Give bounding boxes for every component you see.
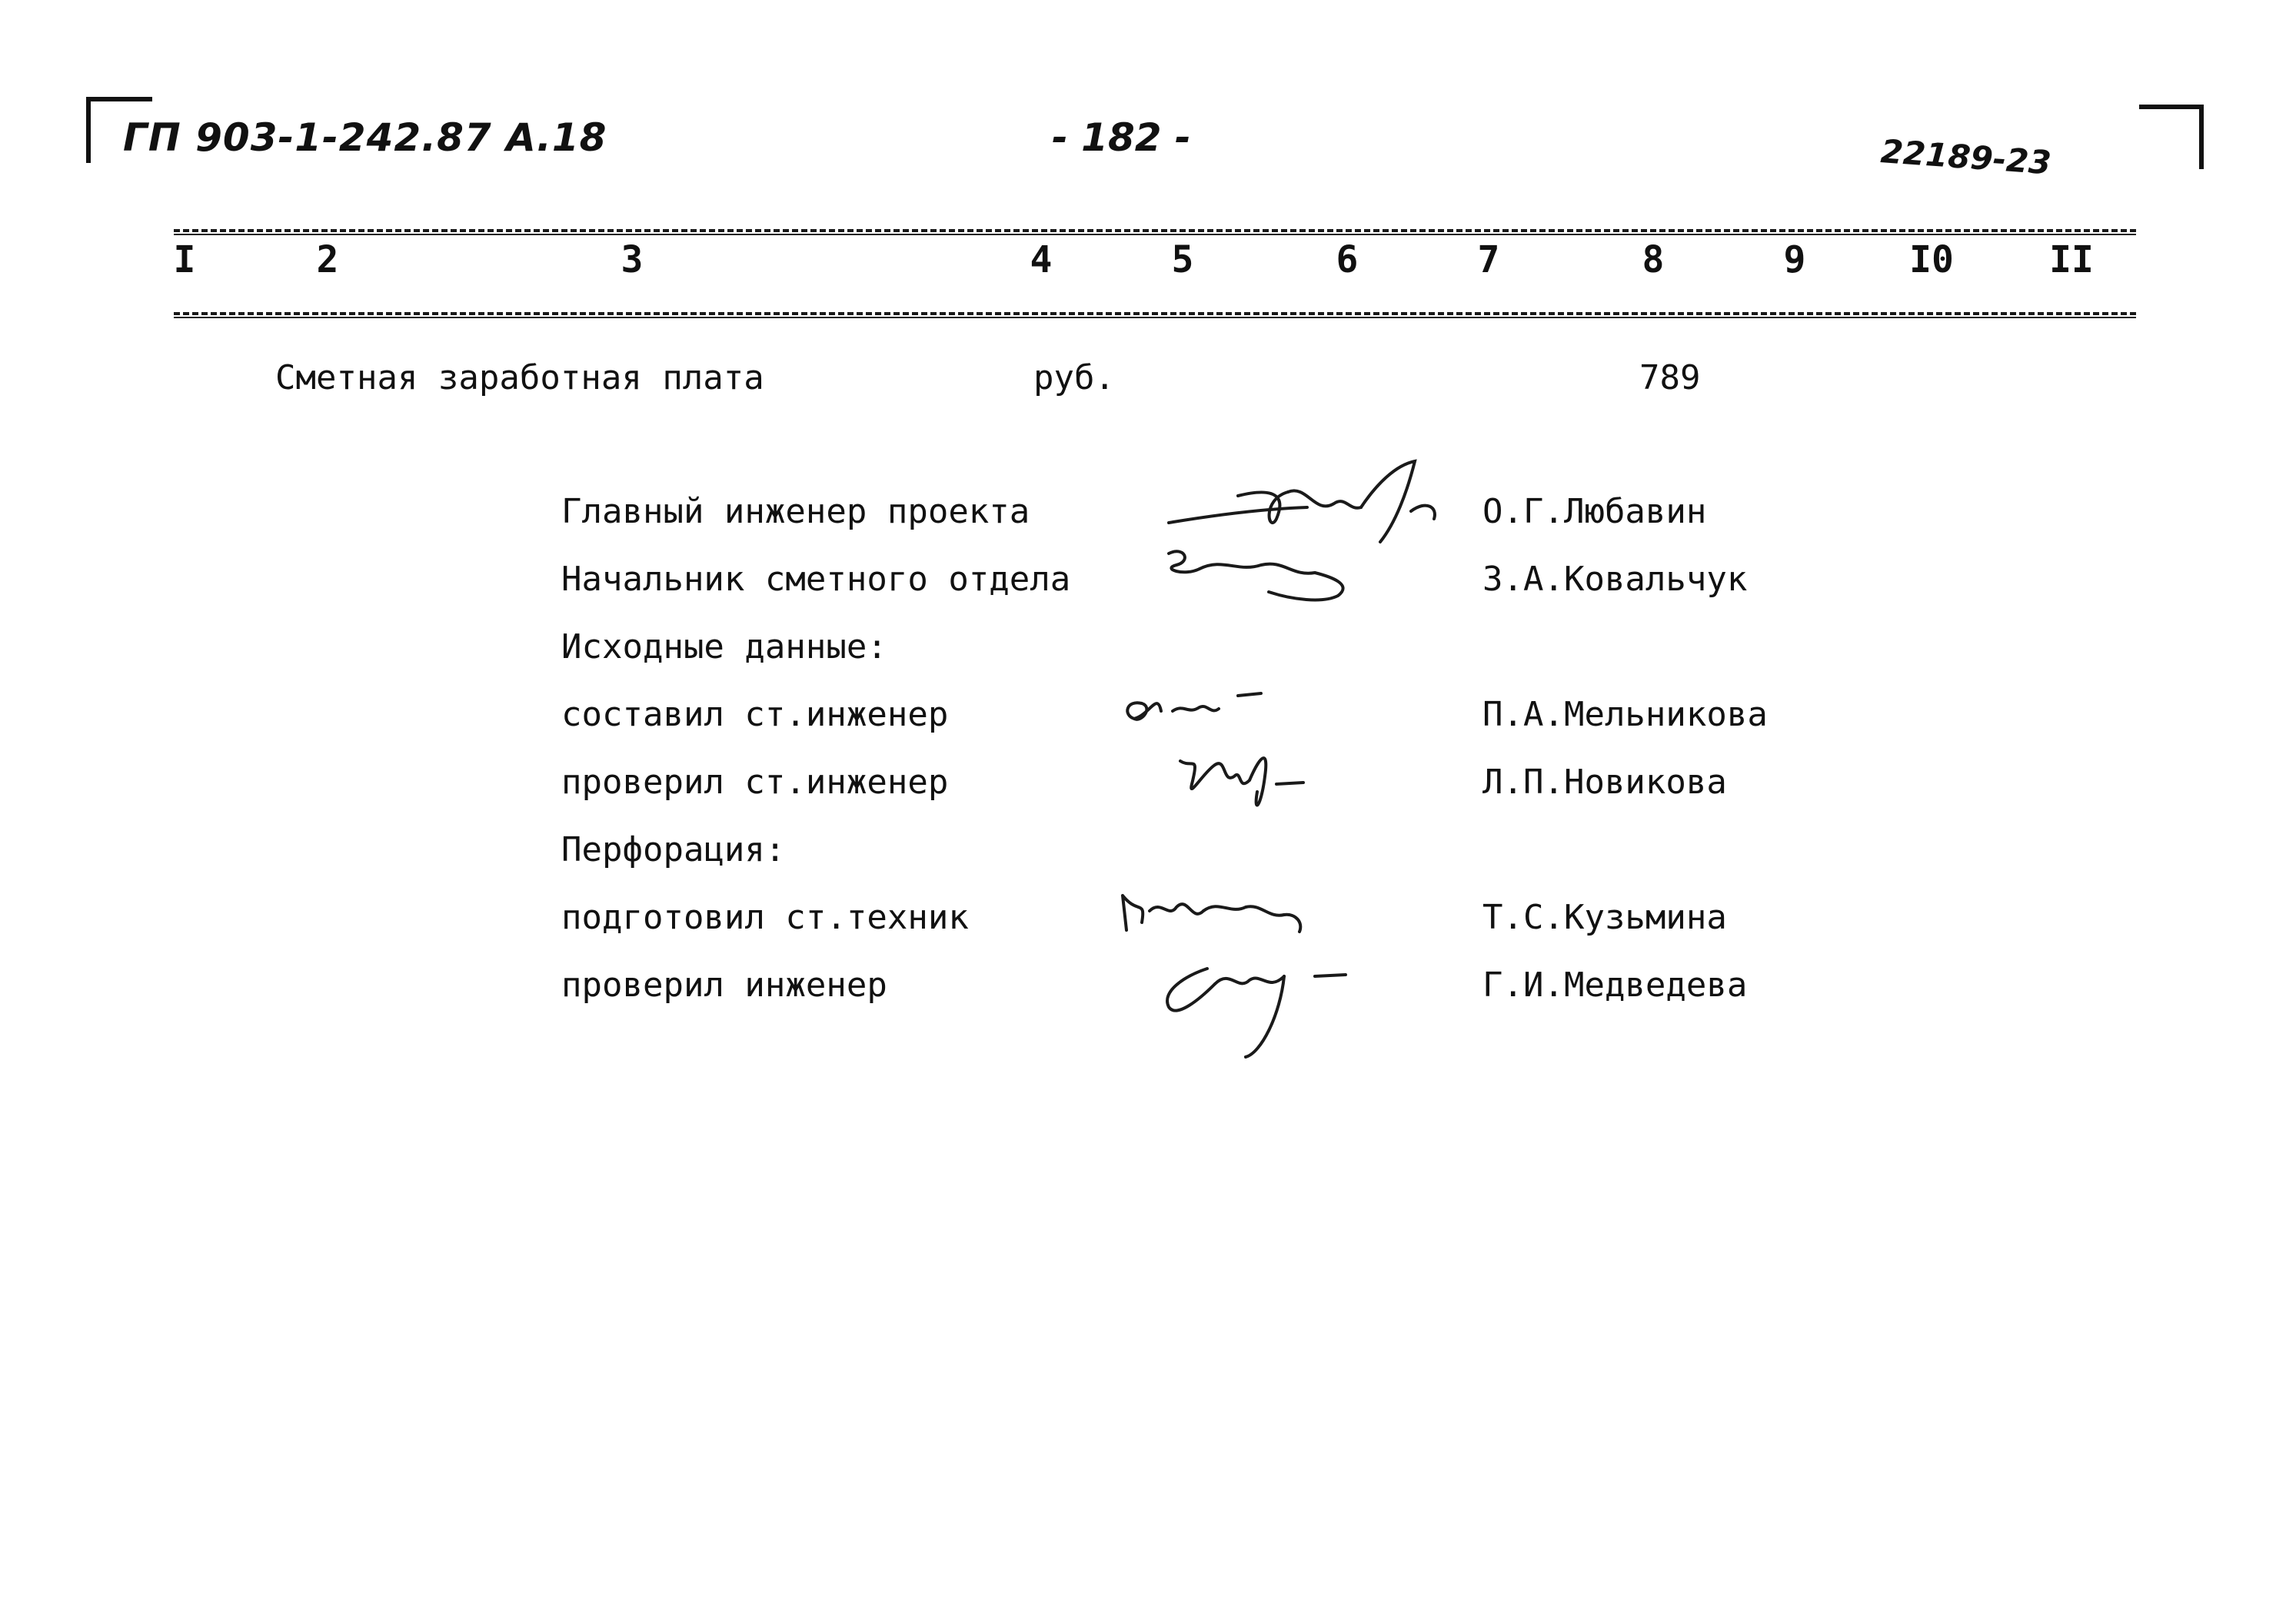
corner-bracket-top-right (2199, 105, 2204, 169)
column-number-2: 2 (316, 238, 339, 281)
table-header-bottom-rule-inner (174, 317, 2136, 318)
signature-role: составил ст.инженер (561, 695, 949, 734)
section-heading-source-data: Исходные данные: (561, 627, 887, 666)
row-value: 789 (1639, 358, 1701, 397)
corner-bracket-top-left-horizontal (86, 97, 152, 101)
row-unit: руб. (1033, 358, 1115, 397)
signature-role: проверил инженер (561, 966, 887, 1005)
signature-role: подготовил ст.техник (561, 898, 969, 937)
signatory-name: Т.С.Кузьмина (1482, 898, 1727, 937)
column-number-5: 5 (1171, 238, 1194, 281)
table-top-rule (174, 229, 2136, 232)
document-code: ГП 903-1-242.87 А.18 (123, 115, 607, 160)
column-number-1: I (173, 238, 196, 281)
signatory-name: Г.И.Медведева (1482, 966, 1748, 1005)
row-name: Сметная заработная плата (275, 358, 764, 397)
handwritten-signature (1153, 530, 1384, 607)
signature-role: Главный инженер проекта (561, 492, 1030, 531)
inventory-number: 22189-23 (1879, 132, 2053, 182)
signature-role: Начальник сметного отдела (561, 560, 1071, 599)
signatory-name: О.Г.Любавин (1482, 492, 1707, 531)
section-heading-perforation: Перфорация: (561, 830, 786, 869)
signatory-name: Л.П.Новикова (1482, 763, 1727, 802)
column-number-3: 3 (621, 238, 644, 281)
signatory-name: З.А.Ковальчук (1482, 560, 1748, 599)
signatory-name: П.А.Мельникова (1482, 695, 1768, 734)
column-number-11: II (2049, 238, 2094, 281)
handwritten-signature (1169, 738, 1338, 823)
signature-role: проверил ст.инженер (561, 763, 949, 802)
handwritten-signature (1115, 876, 1392, 1061)
table-top-rule-inner (174, 234, 2136, 235)
page-number: - 182 - (1052, 115, 1191, 160)
column-number-4: 4 (1030, 238, 1053, 281)
corner-bracket-top-right-horizontal (2139, 105, 2204, 109)
column-number-8: 8 (1642, 238, 1665, 281)
corner-bracket-top-left (86, 97, 91, 163)
column-number-9: 9 (1783, 238, 1806, 281)
table-header-bottom-rule (174, 312, 2136, 315)
column-number-6: 6 (1336, 238, 1359, 281)
column-number-10: I0 (1909, 238, 1954, 281)
column-number-7: 7 (1477, 238, 1500, 281)
handwritten-signature (1115, 676, 1284, 738)
